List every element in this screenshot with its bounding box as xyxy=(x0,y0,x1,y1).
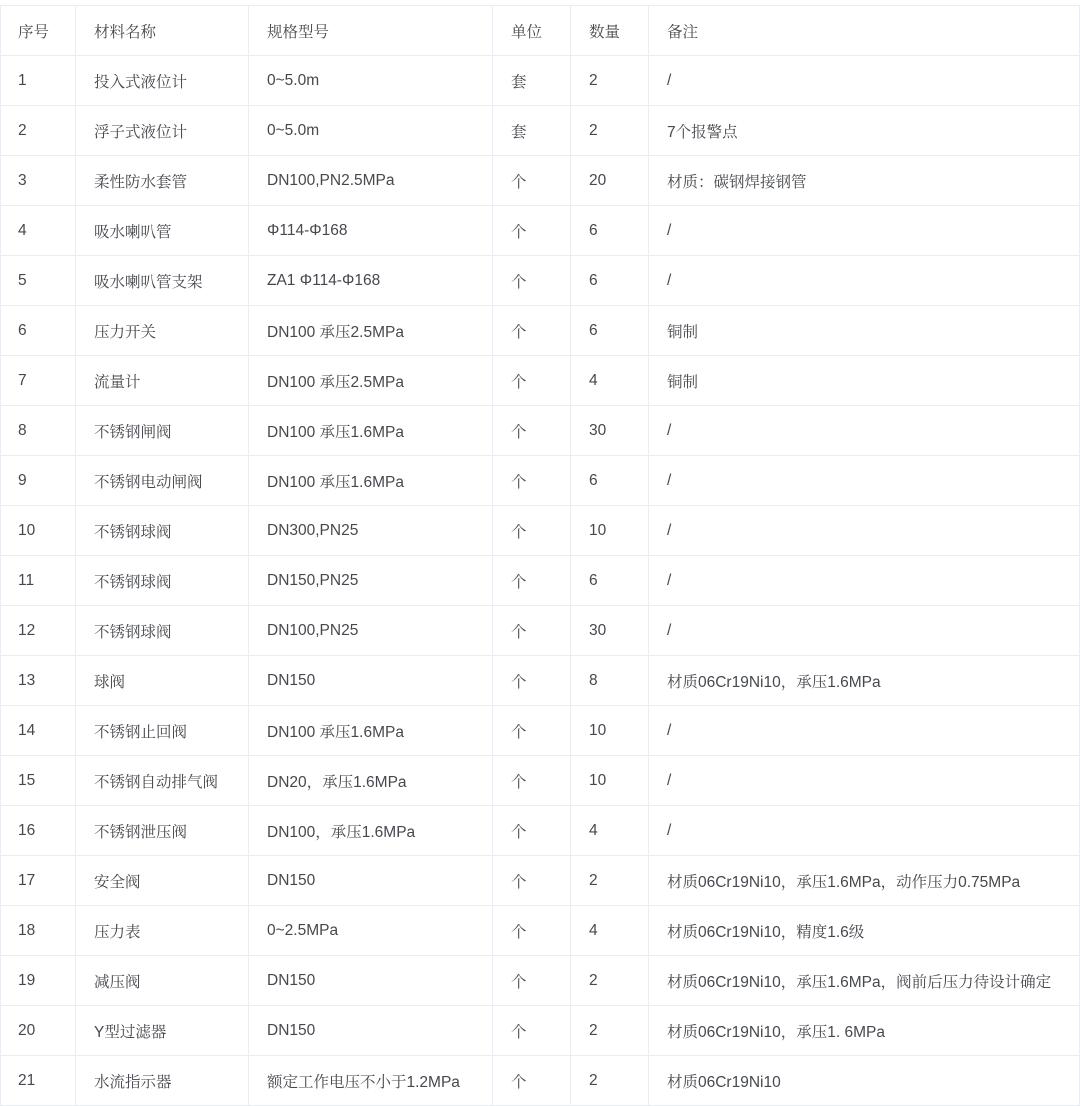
cell-remark: / xyxy=(649,256,1080,306)
cell-index: 5 xyxy=(1,256,76,306)
cell-qty: 6 xyxy=(571,206,649,256)
cell-spec: DN150 xyxy=(249,856,493,906)
table-row xyxy=(1,706,1080,756)
cell-index: 6 xyxy=(1,306,76,356)
cell-qty: 2 xyxy=(571,956,649,1006)
cell-remark: / xyxy=(649,406,1080,456)
cell-remark: 铜制 xyxy=(649,356,1080,406)
cell-spec: DN100 承压2.5MPa xyxy=(249,306,493,356)
cell-remark: / xyxy=(649,56,1080,106)
table-row xyxy=(1,1006,1080,1056)
cell-spec: ZA1 Φ114-Φ168 xyxy=(249,256,493,306)
table-row xyxy=(1,406,1080,456)
cell-spec: DN300,PN25 xyxy=(249,506,493,556)
table-row xyxy=(1,956,1080,1006)
cell-qty: 6 xyxy=(571,456,649,506)
cell-remark: 材质06Cr19Ni10，精度1.6级 xyxy=(649,906,1080,956)
cell-name: 吸水喇叭管支架 xyxy=(76,256,249,306)
table-row xyxy=(1,256,1080,306)
cell-unit: 个 xyxy=(493,156,571,206)
cell-unit: 个 xyxy=(493,956,571,1006)
cell-spec: DN100 承压1.6MPa xyxy=(249,406,493,456)
table-row xyxy=(1,906,1080,956)
cell-name: 安全阀 xyxy=(76,856,249,906)
cell-remark: 材质06Cr19Ni10，承压1.6MPa xyxy=(649,656,1080,706)
cell-spec: DN150 xyxy=(249,1006,493,1056)
table-row xyxy=(1,656,1080,706)
cell-unit: 个 xyxy=(493,406,571,456)
cell-index: 15 xyxy=(1,756,76,806)
cell-unit: 个 xyxy=(493,356,571,406)
column-header-qty: 数量 xyxy=(571,6,649,56)
table-row xyxy=(1,806,1080,856)
cell-remark: / xyxy=(649,556,1080,606)
column-header-index: 序号 xyxy=(1,6,76,56)
cell-name: 流量计 xyxy=(76,356,249,406)
cell-unit: 个 xyxy=(493,706,571,756)
cell-spec: DN100，承压1.6MPa xyxy=(249,806,493,856)
cell-spec: 0~2.5MPa xyxy=(249,906,493,956)
cell-remark: 材质06Cr19Ni10，承压1. 6MPa xyxy=(649,1006,1080,1056)
cell-spec: DN100,PN2.5MPa xyxy=(249,156,493,206)
cell-spec: DN150 xyxy=(249,656,493,706)
cell-qty: 10 xyxy=(571,706,649,756)
cell-remark: 材质06Cr19Ni10 xyxy=(649,1056,1080,1106)
cell-qty: 8 xyxy=(571,656,649,706)
cell-name: 压力表 xyxy=(76,906,249,956)
cell-remark: 7个报警点 xyxy=(649,106,1080,156)
cell-index: 16 xyxy=(1,806,76,856)
table-row xyxy=(1,606,1080,656)
cell-qty: 4 xyxy=(571,806,649,856)
cell-qty: 20 xyxy=(571,156,649,206)
cell-name: 吸水喇叭管 xyxy=(76,206,249,256)
cell-name: 压力开关 xyxy=(76,306,249,356)
table-row xyxy=(1,206,1080,256)
cell-qty: 2 xyxy=(571,1006,649,1056)
cell-spec: Φ114-Φ168 xyxy=(249,206,493,256)
column-header-spec: 规格型号 xyxy=(249,6,493,56)
cell-name: 球阀 xyxy=(76,656,249,706)
column-header-remark: 备注 xyxy=(649,6,1080,56)
cell-qty: 30 xyxy=(571,406,649,456)
cell-spec: DN100 承压1.6MPa xyxy=(249,456,493,506)
cell-name: 不锈钢泄压阀 xyxy=(76,806,249,856)
cell-index: 1 xyxy=(1,56,76,106)
column-header-name: 材料名称 xyxy=(76,6,249,56)
cell-spec: DN100 承压2.5MPa xyxy=(249,356,493,406)
cell-index: 14 xyxy=(1,706,76,756)
cell-unit: 个 xyxy=(493,1006,571,1056)
cell-qty: 6 xyxy=(571,306,649,356)
cell-unit: 个 xyxy=(493,306,571,356)
cell-spec: DN20，承压1.6MPa xyxy=(249,756,493,806)
table-row xyxy=(1,106,1080,156)
cell-qty: 4 xyxy=(571,356,649,406)
cell-unit: 套 xyxy=(493,106,571,156)
table-row xyxy=(1,456,1080,506)
cell-unit: 个 xyxy=(493,856,571,906)
cell-name: 不锈钢球阀 xyxy=(76,506,249,556)
cell-index: 19 xyxy=(1,956,76,1006)
cell-name: 不锈钢球阀 xyxy=(76,556,249,606)
cell-spec: 0~5.0m xyxy=(249,106,493,156)
cell-name: 浮子式液位计 xyxy=(76,106,249,156)
table-row xyxy=(1,156,1080,206)
cell-qty: 6 xyxy=(571,256,649,306)
cell-remark: 铜制 xyxy=(649,306,1080,356)
cell-remark: 材质：碳钢焊接钢管 xyxy=(649,156,1080,206)
cell-remark: 材质06Cr19Ni10，承压1.6MPa，阀前后压力待设计确定 xyxy=(649,956,1080,1006)
cell-spec: 0~5.0m xyxy=(249,56,493,106)
cell-unit: 个 xyxy=(493,556,571,606)
cell-name: 不锈钢止回阀 xyxy=(76,706,249,756)
cell-qty: 6 xyxy=(571,556,649,606)
cell-remark: / xyxy=(649,506,1080,556)
cell-index: 7 xyxy=(1,356,76,406)
cell-unit: 个 xyxy=(493,206,571,256)
cell-spec: 额定工作电压不小于1.2MPa xyxy=(249,1056,493,1106)
cell-qty: 10 xyxy=(571,756,649,806)
cell-qty: 30 xyxy=(571,606,649,656)
cell-spec: DN150,PN25 xyxy=(249,556,493,606)
cell-index: 8 xyxy=(1,406,76,456)
cell-remark: / xyxy=(649,806,1080,856)
cell-index: 18 xyxy=(1,906,76,956)
cell-unit: 个 xyxy=(493,656,571,706)
cell-name: 投入式液位计 xyxy=(76,56,249,106)
table-row xyxy=(1,1056,1080,1106)
table-row xyxy=(1,306,1080,356)
cell-name: 不锈钢球阀 xyxy=(76,606,249,656)
cell-unit: 个 xyxy=(493,806,571,856)
cell-spec: DN100,PN25 xyxy=(249,606,493,656)
cell-qty: 4 xyxy=(571,906,649,956)
cell-remark: 材质06Cr19Ni10，承压1.6MPa，动作压力0.75MPa xyxy=(649,856,1080,906)
table-row xyxy=(1,856,1080,906)
table-row xyxy=(1,556,1080,606)
cell-unit: 套 xyxy=(493,56,571,106)
cell-index: 20 xyxy=(1,1006,76,1056)
table-row xyxy=(1,756,1080,806)
header-row xyxy=(1,6,1080,56)
column-header-unit: 单位 xyxy=(493,6,571,56)
cell-name: 不锈钢闸阀 xyxy=(76,406,249,456)
cell-name: Y型过滤器 xyxy=(76,1006,249,1056)
cell-unit: 个 xyxy=(493,456,571,506)
cell-remark: / xyxy=(649,456,1080,506)
cell-index: 17 xyxy=(1,856,76,906)
cell-unit: 个 xyxy=(493,606,571,656)
table-row xyxy=(1,56,1080,106)
cell-index: 3 xyxy=(1,156,76,206)
cell-index: 21 xyxy=(1,1056,76,1106)
cell-name: 减压阀 xyxy=(76,956,249,1006)
cell-name: 不锈钢电动闸阀 xyxy=(76,456,249,506)
cell-qty: 2 xyxy=(571,856,649,906)
cell-index: 12 xyxy=(1,606,76,656)
cell-qty: 2 xyxy=(571,106,649,156)
cell-spec: DN100 承压1.6MPa xyxy=(249,706,493,756)
cell-qty: 2 xyxy=(571,1056,649,1106)
cell-name: 不锈钢自动排气阀 xyxy=(76,756,249,806)
cell-remark: / xyxy=(649,606,1080,656)
cell-remark: / xyxy=(649,706,1080,756)
cell-name: 柔性防水套管 xyxy=(76,156,249,206)
cell-spec: DN150 xyxy=(249,956,493,1006)
cell-index: 11 xyxy=(1,556,76,606)
cell-qty: 2 xyxy=(571,56,649,106)
cell-remark: / xyxy=(649,756,1080,806)
cell-index: 4 xyxy=(1,206,76,256)
table-row xyxy=(1,356,1080,406)
cell-index: 13 xyxy=(1,656,76,706)
table-row xyxy=(1,506,1080,556)
cell-unit: 个 xyxy=(493,756,571,806)
cell-index: 10 xyxy=(1,506,76,556)
cell-name: 水流指示器 xyxy=(76,1056,249,1106)
cell-index: 2 xyxy=(1,106,76,156)
table-body xyxy=(1,56,1080,1106)
materials-table xyxy=(0,5,1080,1106)
cell-unit: 个 xyxy=(493,506,571,556)
cell-unit: 个 xyxy=(493,906,571,956)
cell-index: 9 xyxy=(1,456,76,506)
cell-remark: / xyxy=(649,206,1080,256)
cell-qty: 10 xyxy=(571,506,649,556)
cell-unit: 个 xyxy=(493,256,571,306)
cell-unit: 个 xyxy=(493,1056,571,1106)
